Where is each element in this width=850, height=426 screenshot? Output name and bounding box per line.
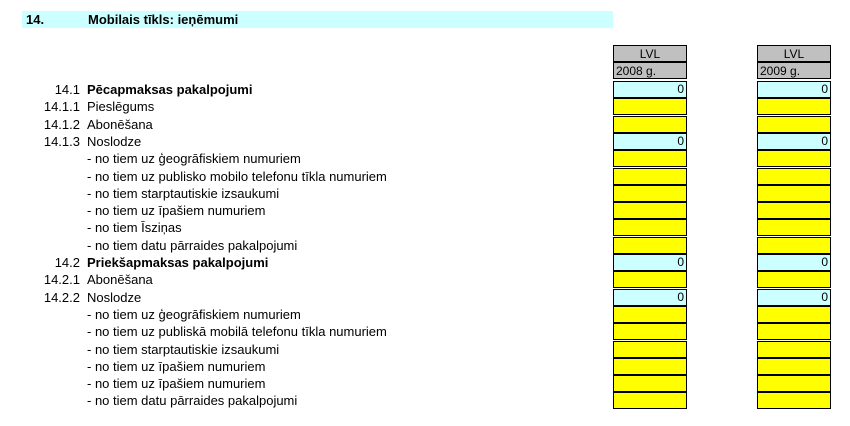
row-number: 14.2 [54,255,80,270]
row-label: - no tiem uz publiskā mobilā telefonu tīkla numuriem [87,324,387,339]
input-cell[interactable] [757,150,831,167]
total-cell: 0 [613,289,687,306]
input-cell[interactable] [613,98,687,115]
row-label: Pēcapmaksas pakalpojumi [87,82,253,97]
total-cell: 0 [613,133,687,150]
row-number: 14.1.1 [43,99,80,114]
section-title: Mobilais tīkls: ieņēmumi [88,12,239,27]
row-number: 14.1.3 [43,134,80,149]
input-cell[interactable] [613,358,687,375]
row-label: - no tiem uz īpašiem numuriem [87,376,266,391]
row-label: Noslodze [87,134,142,149]
input-cell[interactable] [757,202,831,219]
input-cell[interactable] [757,271,831,288]
row-label: - no tiem uz ģeogrāfiskiem numuriem [87,151,301,166]
input-cell[interactable] [757,237,831,254]
input-cell[interactable] [613,219,687,236]
input-cell[interactable] [613,202,687,219]
row-label: Priekšapmaksas pakalpojumi [87,255,269,270]
input-cell[interactable] [613,323,687,340]
row-number: 14.2.2 [43,290,80,305]
row-label: Pieslēgums [87,99,155,114]
input-cell[interactable] [613,341,687,358]
total-cell: 0 [757,289,831,306]
row-label: - no tiem uz ģeogrāfiskiem numuriem [87,307,301,322]
row-label: - no tiem uz īpašiem numuriem [87,359,266,374]
input-cell[interactable] [613,392,687,409]
input-cell[interactable] [757,185,831,202]
row-label: - no tiem datu pārraides pakalpojumi [87,393,298,408]
input-cell[interactable] [757,358,831,375]
input-cell[interactable] [757,306,831,323]
total-cell: 0 [613,81,687,98]
input-cell[interactable] [613,185,687,202]
year-header: 2009 g. [757,62,831,79]
row-label: - no tiem starptautiskie izsaukumi [87,186,280,201]
row-label: - no tiem Īsziņas [87,220,182,235]
row-label: Abonēšana [87,117,153,132]
row-number: 14.1.2 [43,117,80,132]
year-header: 2008 g. [613,62,687,79]
row-label: - no tiem datu pārraides pakalpojumi [87,238,298,253]
input-cell[interactable] [757,375,831,392]
row-number: 14.1 [54,82,80,97]
input-cell[interactable] [613,237,687,254]
total-cell: 0 [757,133,831,150]
total-cell: 0 [757,254,831,271]
input-cell[interactable] [613,150,687,167]
input-cell[interactable] [613,168,687,185]
input-cell[interactable] [757,219,831,236]
row-number: 14.2.1 [43,272,80,287]
input-cell[interactable] [613,306,687,323]
currency-header: LVL [613,45,687,62]
input-cell[interactable] [613,375,687,392]
input-cell[interactable] [613,271,687,288]
row-label: - no tiem uz īpašiem numuriem [87,203,266,218]
input-cell[interactable] [757,323,831,340]
input-cell[interactable] [757,341,831,358]
input-cell[interactable] [757,98,831,115]
input-cell[interactable] [757,168,831,185]
row-label: - no tiem uz publisko mobilo telefonu tīkla numuriem [87,169,387,184]
total-cell: 0 [613,254,687,271]
row-label: Abonēšana [87,272,153,287]
section-number: 14. [26,12,45,27]
row-label: - no tiem starptautiskie izsaukumi [87,342,280,357]
currency-header: LVL [757,45,831,62]
total-cell: 0 [757,81,831,98]
row-label: Noslodze [87,290,142,305]
input-cell[interactable] [757,392,831,409]
input-cell[interactable] [757,116,831,133]
input-cell[interactable] [613,116,687,133]
